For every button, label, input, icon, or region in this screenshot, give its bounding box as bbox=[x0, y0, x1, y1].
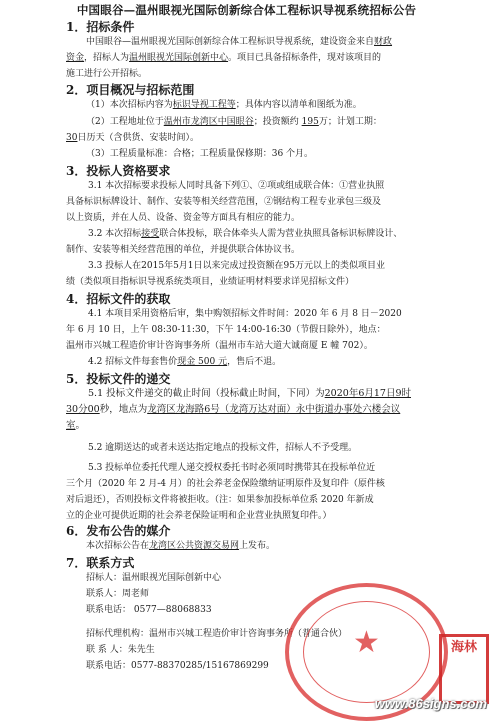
s1-line-1: 中国眼谷—温州眼视光国际创新综合体工程标识导视系统，建设资金来自财政 bbox=[86, 37, 393, 47]
section-5-heading: 5．投标文件的递交 bbox=[66, 372, 171, 386]
site-watermark: www.86signs.com bbox=[374, 696, 487, 711]
s2-line-4: （3）工程质量标准：合格；工程质量保修期：36 个月。 bbox=[86, 149, 314, 159]
s1-line-2: 资金，招标人为温州眼视光国际创新中心。项目已具备招标条件，现对该项目的 bbox=[66, 53, 382, 63]
s5-p2: 5.2 逾期送达的或者未送达指定地点的投标文件，招标人不予受理。 bbox=[88, 443, 358, 453]
section-7-heading: 7．联系方式 bbox=[66, 556, 135, 570]
s3-p2-line-2: 制作、安装等相关经营范围的单位，并提供联合体协议书。 bbox=[66, 245, 301, 255]
s4-p1-line-3: 温州市兴城工程造价审计咨询事务所（温州市车站大道大诚商厦 E 幢 702）。 bbox=[66, 341, 373, 351]
s5-p1-line-1: 5.1 投标文件递交的截止时间（投标截止时间，下同）为2020年6月17日9时 bbox=[88, 388, 411, 399]
section-3-heading: 3．投标人资格要求 bbox=[66, 164, 171, 178]
section-2-heading: 2．项目概况与招标范围 bbox=[66, 83, 195, 97]
s7-agency: 招标代理机构：温州市兴城工程造价审计咨询事务所（普通合伙） bbox=[86, 629, 348, 639]
s5-p1-line-2: 30分00秒，地点为龙湾区龙海路6号（龙湾万达对面）永中街道办事处六楼会议 bbox=[66, 404, 401, 415]
s2-line-2: （2）工程地址位于温州市龙湾区中国眼谷；投资额约 195万；计划工期： bbox=[86, 117, 382, 127]
s3-p1-line-2: 具备标识标牌设计、制作、安装等相关经营范围，②钢结构工程专业承包三级及 bbox=[66, 197, 382, 207]
s5-p3-line-4: 立的企业可提供近期的社会养老保险证明和企业营业执照复印件。） bbox=[66, 511, 332, 521]
s6-line: 本次招标公告在龙湾区公共资源交易网上发布。 bbox=[86, 541, 276, 551]
s3-p3-line-2: 绩（类似项目指标识导视系统类项目，业绩证明材料要求详见招标文件） bbox=[66, 277, 355, 287]
s7-phone: 联系电话： 0577—88068833 bbox=[86, 605, 212, 615]
section-4-heading: 4．招标文件的获取 bbox=[66, 292, 171, 306]
s5-p1-line-3: 室。 bbox=[66, 420, 86, 431]
s7-tenderer: 招标人：温州眼视光国际创新中心 bbox=[86, 573, 222, 583]
s1-line-3: 施工进行公开招标。 bbox=[66, 69, 148, 79]
s7-contact: 联系人：周老师 bbox=[86, 589, 150, 599]
s2-line-1: （1）本次招标内容为标识导视工程等；具体内容以清单和图纸为准。 bbox=[86, 100, 362, 110]
s5-p3-line-2: 三个月（2020 年 2 月-4 月）的社会养老金保险缴纳证明原件及复印件（原件核 bbox=[66, 479, 385, 489]
s3-p1-line-1: 3.1 本次招标要求投标人同时具备下列①、②项或组成联合体：①营业执照 bbox=[88, 181, 385, 191]
name-stamp bbox=[439, 634, 489, 704]
stamp-text: 海林 bbox=[450, 640, 477, 655]
seal-star-icon: ★ bbox=[353, 625, 380, 660]
s4-p1-line-2: 年 6 月 10 日，上午 08:30-11:30，下午 14:00-16:30（节假日除外），地点： bbox=[66, 325, 386, 335]
s7-agency-contact: 联 系 人：朱先生 bbox=[86, 645, 155, 655]
s5-p3-line-3: 对后退还），否则投标文件将被拒收。（注：如果参加投标单位系 2020 年新成 bbox=[66, 495, 374, 505]
s4-p1-line-1: 4.1 本项目采用资格后审，集中购领招标文件时间：2020 年 6 月 8 日－2020 bbox=[88, 309, 402, 319]
s4-p2: 4.2 招标文件每套售价现金 500 元，售后不退。 bbox=[88, 357, 282, 367]
s7-agency-phone: 联系电话：0577-88370285/15167869299 bbox=[86, 661, 269, 671]
section-6-heading: 6．发布公告的媒介 bbox=[66, 524, 171, 538]
s2-line-3: 30日历天（含供货、安装时间）。 bbox=[66, 133, 199, 143]
s3-p1-line-3: 以上资质，并在人员、设备、资金等方面具有相应的能力。 bbox=[66, 213, 301, 223]
s5-p3-line-1: 5.3 投标单位委托代理人递交授权委托书时必须同时携带其在投标单位近 bbox=[88, 463, 376, 473]
section-1-heading: 1．招标条件 bbox=[66, 20, 135, 34]
s3-p3-line-1: 3.3 投标人在2015年5月1日以来完成过投资额在95万元以上的类似项目业 bbox=[88, 261, 385, 271]
document-title: 中国眼谷—温州眼视光国际创新综合体工程标识导视系统招标公告 bbox=[76, 3, 417, 17]
s3-p2-line-1: 3.2 本次招标接受联合体投标，联合体牵头人需为营业执照具备标识标牌设计、 bbox=[88, 229, 403, 239]
